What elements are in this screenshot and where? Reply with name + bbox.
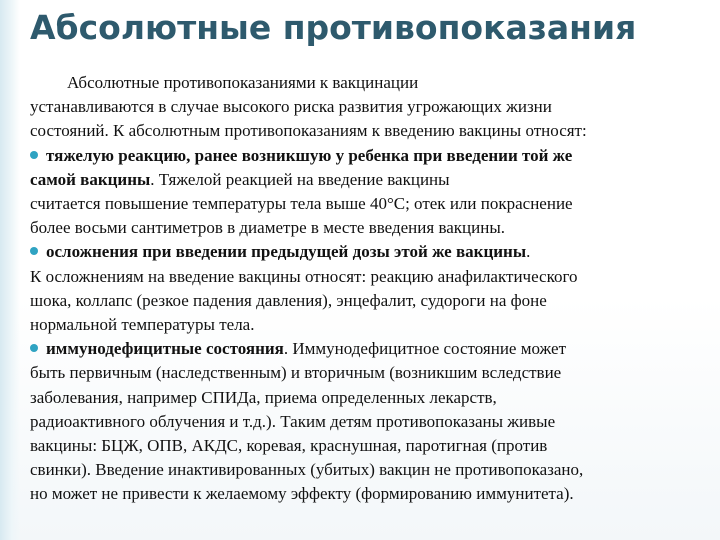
intro-paragraph [30, 71, 690, 144]
bullet-text: . [526, 242, 531, 262]
bullet-bold-text: самой вакцины [30, 169, 151, 189]
body-line: считается повышение температуры тела выше 40°С; отек или покраснение [30, 194, 573, 214]
bullet-bold-text: тяжелую реакцию, ранее возникшую у ребенка при введении той же [46, 145, 573, 165]
body-line: но может не привести к желаемому эффекту (формированию иммунитета). [30, 484, 574, 504]
bullet-bold-text: иммунодефицитные состояния [46, 339, 284, 359]
body-line: шока, коллапс (резкое падения давления), энцефалит, судороги на фоне [30, 290, 547, 310]
intro-line: Абсолютные противопоказаниями к вакцинации [67, 73, 419, 92]
intro-line: устанавливаются в случае высокого риска развития угрожающих жизни [30, 97, 552, 117]
bullet-icon [30, 151, 38, 159]
body-line: радиоактивного облучения и т.д.). Таким детям противопоказаны живые [30, 411, 556, 431]
body-line: более восьми сантиметров в диаметре в месте введения вакцины. [30, 218, 506, 238]
slide-body [30, 71, 690, 507]
body-line: нормальной температуры тела. [30, 315, 255, 335]
bullet-item-immunodeficiency [30, 337, 690, 506]
body-line: быть первичным (наследственным) и вторичным (возникшим вследствие [30, 363, 562, 383]
bullet-text: . Тяжелой реакцией на введение вакцины [150, 169, 450, 189]
bullet-bold-text: осложнения при введении предыдущей дозы этой же вакцины [46, 242, 527, 262]
slide-title: Абсолютные противопоказания [30, 8, 637, 47]
bullet-icon [30, 344, 38, 352]
body-line: вакцины: БЦЖ, ОПВ, АКДС, коревая, краснушная, паротигная (против [30, 436, 548, 456]
body-line: заболевания, например СПИДа, приема определенных лекарств, [30, 387, 497, 407]
bullet-text: . Иммунодефицитное состояние может [283, 339, 567, 359]
bullet-icon [30, 247, 38, 255]
body-line: К осложнениям на введение вакцины относят: реакцию анафилактического [30, 266, 578, 286]
intro-line: состояний. К абсолютным противопоказаниям к введению вакцины относят: [30, 121, 587, 141]
left-decorative-frame [0, 0, 20, 540]
body-line: свинки). Введение инактивированных (убитых) вакцин не противопоказано, [30, 460, 584, 480]
bullet-item-complications [30, 240, 690, 337]
bullet-item-severe-reaction [30, 144, 690, 241]
